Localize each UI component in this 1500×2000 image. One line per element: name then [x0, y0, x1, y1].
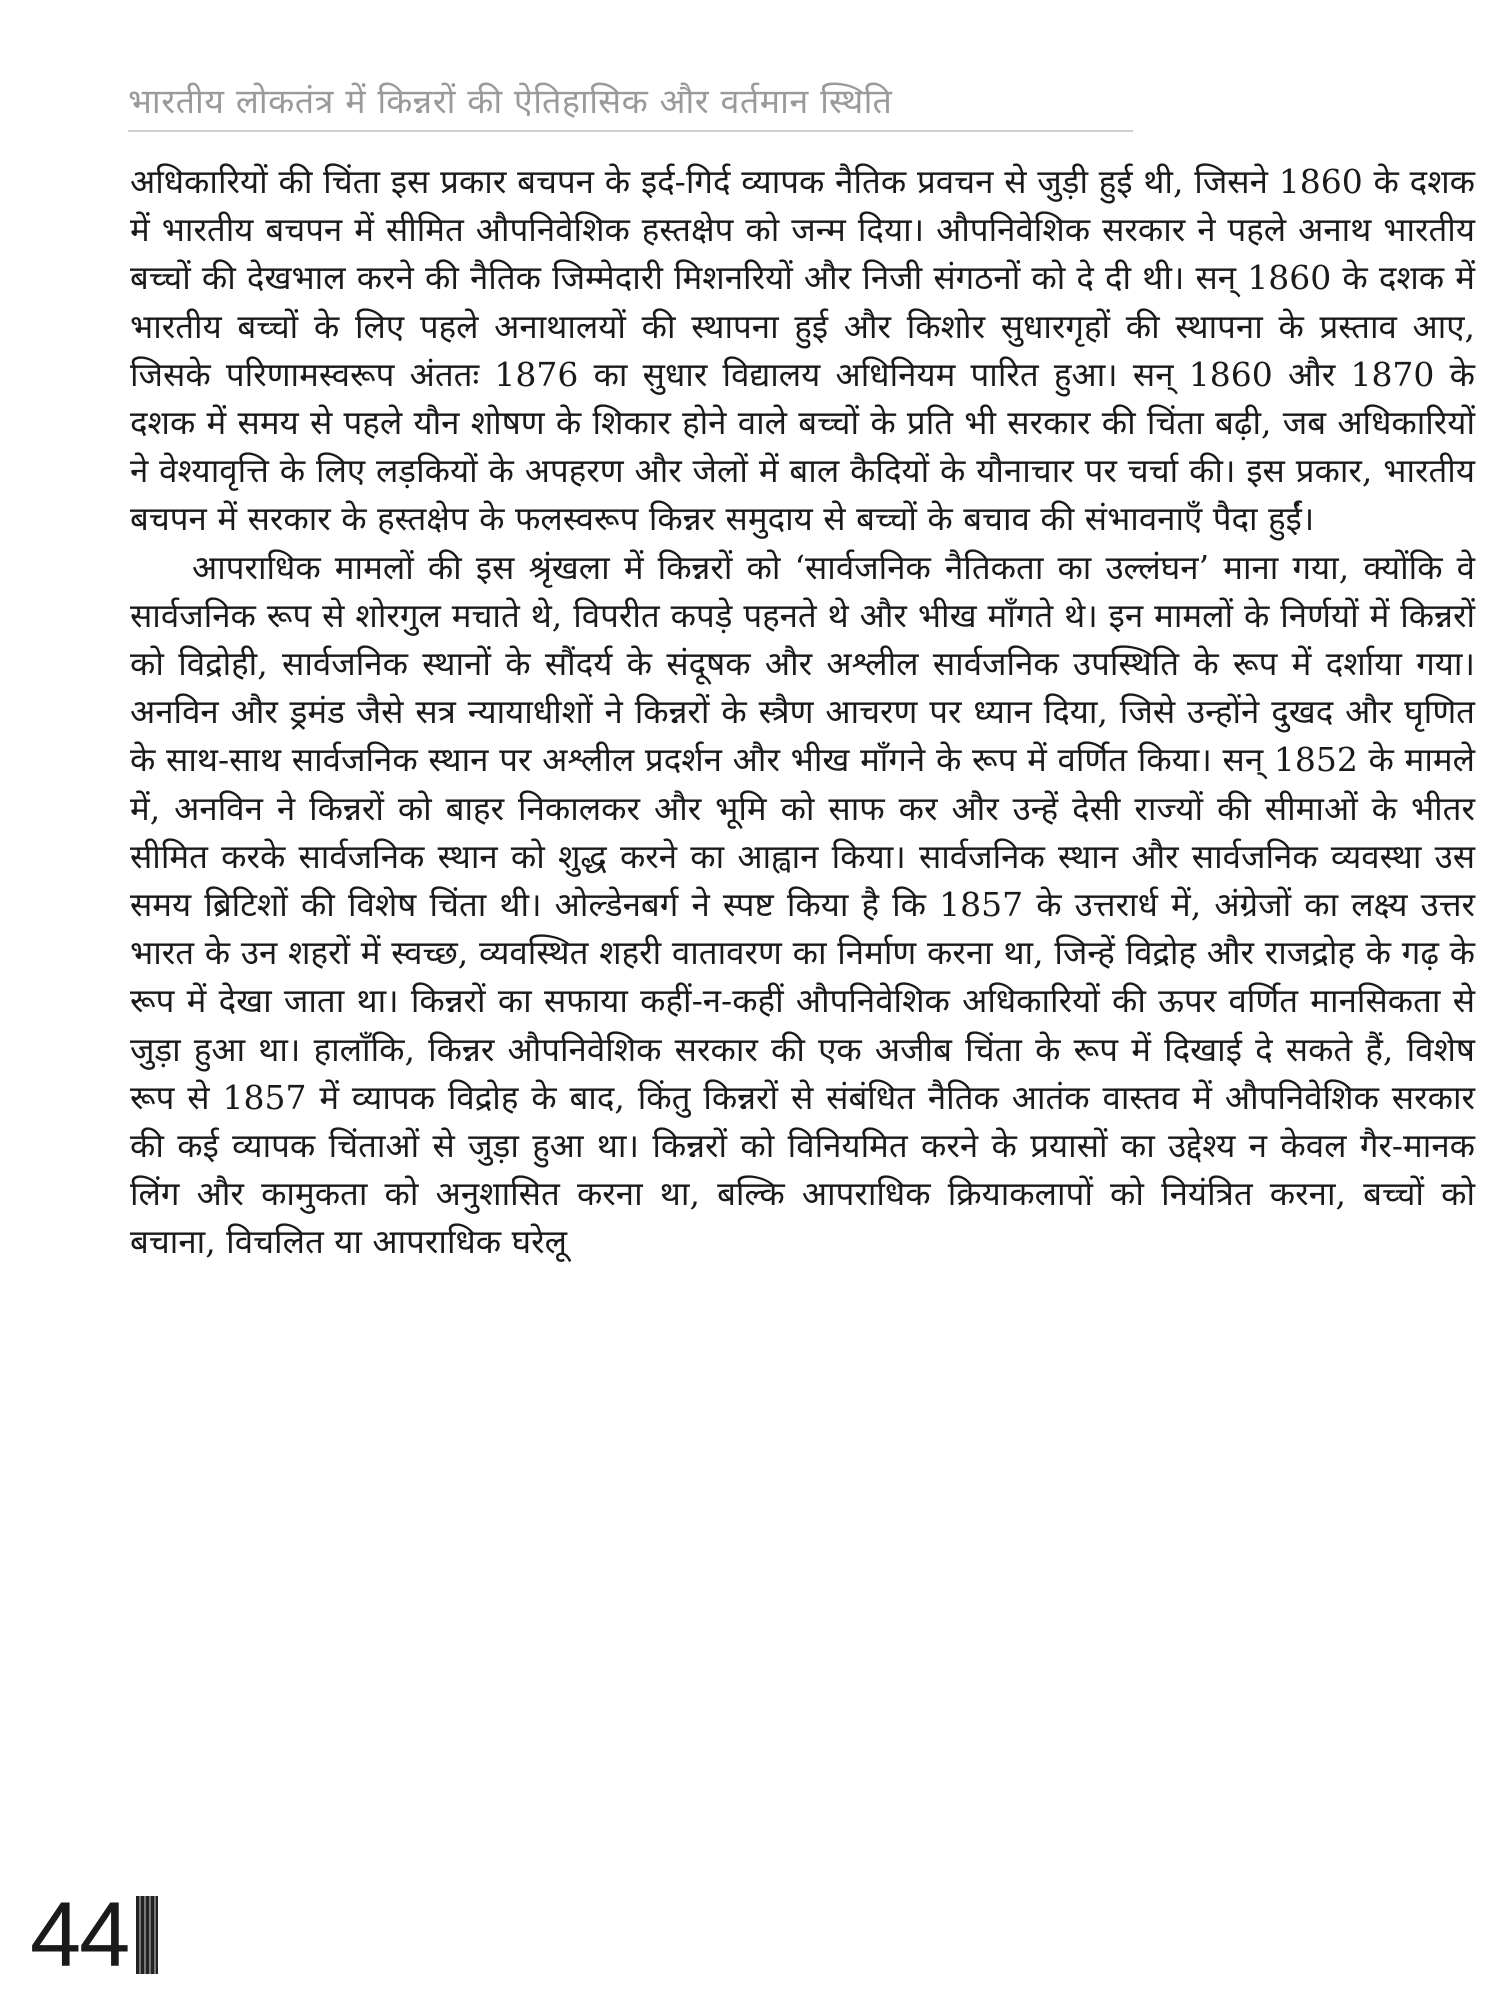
paragraph-2: आपराधिक मामलों की इस श्रृंखला में किन्नरों को ‘सार्वजनिक नैतिकता का उल्लंघन’ माना गया, क्योंकि वे सार्वजनिक रूप से शोरगुल मचाते थे, विपरीत कपड़े पहनते थे और भीख माँगते थे। इन मामलों के निर्णयों में किन्नरों को विद्रोही, सार्वजनिक स्थानों के सौंदर्य के संदूषक और अश्लील सार्वजनिक उपस्थिति के रूप में दर्शाया गया। अनविन और ड्रमंड जैसे सत्र न्यायाधीशों ने किन्नरों के स्त्रैण आचरण पर ध्यान दिया, जिसे उन्होंने दुखद और घृणित के साथ-साथ सार्वजनिक स्थान पर अश्लील प्रदर्शन और भीख माँगने के रूप में वर्णित किया। सन् 1852 के मामले में, अनविन ने किन्नरों को बाहर निकालकर और भूमि को साफ कर और उन्हें देसी राज्यों की सीमाओं के भीतर सीमित करके सार्वजनिक स्थान को शुद्ध करने का आह्वान किया। सार्वजनिक स्थान और सार्वजनिक व्यवस्था उस समय ब्रिटिशों की विशेष चिंता थी। ओल्डेनबर्ग ने स्पष्ट किया है कि 1857 के उत्तरार्ध में, अंग्रेजों का लक्ष्य उत्तर भारत के उन शहरों में स्वच्छ, व्यवस्थित शहरी वातावरण का निर्माण करना था, जिन्हें विद्रोह और राजद्रोह के गढ़ के रूप में देखा जाता था। किन्नरों का सफाया कहीं-न-कहीं औपनिवेशिक अधिकारियों की ऊपर वर्णित मानसिकता से जुड़ा हुआ था। हालाँकि, किन्नर औपनिवेशिक सरकार की एक अजीब चिंता के रूप में दिखाई दे सकते हैं, विशेष रूप से 1857 में व्यापक विद्रोह के बाद, किंतु किन्नरों से संबंधित नैतिक आतंक वास्तव में औपनिवेशिक सरकार की कई व्यापक चिंताओं से जुड़ा हुआ था। किन्नरों को विनियमित करने के प्रयासों का उद्देश्य न केवल गैर-मानक लिंग और कामुकता को अनुशासित करना था, बल्कि आपराधिक क्रियाकलापों को नियंत्रित करना, बच्चों को बचाना, विचलित या आपराधिक घरेलू	[130, 547, 1475, 1262]
body-text	[130, 158, 1475, 1267]
page-number: 44	[30, 1884, 129, 1986]
paragraph-1: अधिकारियों की चिंता इस प्रकार बचपन के इर्द-गिर्द व्यापक नैतिक प्रवचन से जुड़ी हुई थी, जिसने 1860 के दशक में भारतीय बचपन में सीमित औपनिवेशिक हस्तक्षेप को जन्म दिया। औपनिवेशिक सरकार ने पहले अनाथ भारतीय बच्चों की देखभाल करने की नैतिक जिम्मेदारी मिशनरियों और निजी संगठनों को दे दी थी। सन् 1860 के दशक में भारतीय बच्चों के लिए पहले अनाथालयों की स्थापना हुई और किशोर सुधारगृहों की स्थापना के प्रस्ताव आए, जिसके परिणामस्वरूप अंततः 1876 का सुधार विद्यालय अधिनियम पारित हुआ। सन् 1860 और 1870 के दशक में समय से पहले यौन शोषण के शिकार होने वाले बच्चों के प्रति भी सरकार की चिंता बढ़ी, जब अधिकारियों ने वेश्यावृत्ति के लिए लड़कियों के अपहरण और जेलों में बाल कैदियों के यौनाचार पर चर्चा की। इस प्रकार, भारतीय बचपन में सरकार के हस्तक्षेप के फलस्वरूप किन्नर समुदाय से बच्चों के बचाव की संभावनाएँ पैदा हुईं।	[130, 162, 1475, 539]
running-header-title: भारतीय लोकतंत्र में किन्नरों की ऐतिहासिक और वर्तमान स्थिति	[128, 82, 893, 122]
folio-bar-ornament	[136, 1896, 158, 1974]
header-rule	[128, 130, 1133, 132]
page-folio	[30, 1885, 158, 1985]
